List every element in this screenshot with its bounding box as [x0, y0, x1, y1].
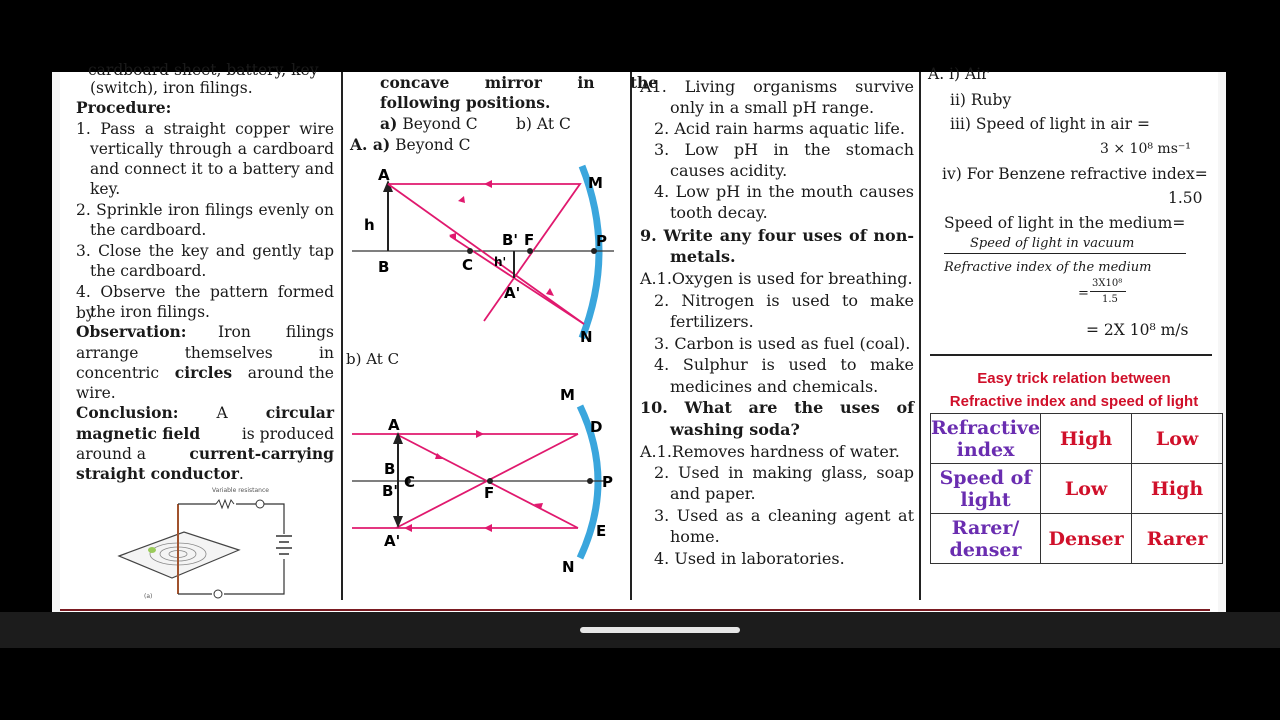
observation-line: concentric circles around the	[76, 363, 334, 382]
text-line: (switch), iron filings.	[90, 79, 253, 97]
conclusion-line: Conclusion: A circular	[76, 403, 334, 422]
formula-lhs: Speed of light in the medium=	[944, 214, 1186, 232]
center-point	[467, 248, 473, 254]
procedure-heading: Procedure:	[76, 98, 172, 117]
label-h-prime: h'	[494, 255, 507, 269]
label-M: M	[588, 174, 603, 192]
column-magnetic-field	[74, 61, 336, 600]
observation-text: Iron filings	[218, 323, 334, 341]
table-cell: High	[1041, 414, 1132, 464]
page-left-edge	[52, 72, 60, 612]
label-F: F	[524, 231, 535, 249]
pole-point	[587, 478, 593, 484]
answer-line: 4. Used in laboratories.	[654, 549, 845, 568]
option-b: b) At C	[516, 115, 571, 133]
question-9: 9. Write any four uses of non-	[640, 226, 914, 245]
label-A: A	[388, 416, 400, 434]
question-10: washing soda?	[670, 420, 800, 439]
formula-numerator: Speed of light in vacuum	[970, 236, 1135, 251]
answer-line: 3. Low pH in the stomach	[654, 140, 914, 159]
answer-line: medicines and chemicals.	[670, 377, 879, 396]
label-A-prime: A'	[504, 284, 521, 302]
answer-line: iii) Speed of light in air =	[950, 115, 1150, 133]
answer-line: tooth decay.	[670, 203, 768, 222]
label-B: B	[378, 258, 390, 276]
cut-line: cardboard sheet, battery, key	[88, 61, 319, 79]
conclusion-line: magnetic field is produced	[76, 424, 334, 443]
key	[214, 590, 222, 598]
conclusion-line: straight conductor.	[76, 464, 244, 483]
ammeter	[256, 500, 264, 508]
label-h: h	[364, 216, 375, 234]
table-row	[931, 464, 1223, 514]
procedure-step: vertically through a cardboard	[90, 140, 334, 158]
procedure-step: and connect it to a battery and	[90, 160, 334, 178]
trick-heading: Easy trick relation between	[977, 370, 1171, 387]
column-divider	[630, 72, 632, 600]
label-A-prime: A'	[384, 532, 401, 550]
label-F: F	[484, 484, 495, 502]
calc-bar	[1090, 291, 1126, 292]
formula-denominator: Refractive index of the medium	[944, 260, 1152, 275]
label-B-prime: B'	[502, 231, 519, 249]
label-P: P	[602, 473, 613, 491]
answer-line: fertilizers.	[670, 312, 754, 331]
answer-line: A.1.Oxygen is used for breathing.	[640, 269, 913, 288]
home-indicator[interactable]	[580, 627, 740, 633]
table-row	[931, 514, 1223, 564]
label-E: E	[596, 522, 607, 540]
answer-line: A1. Living organisms survive	[640, 77, 914, 96]
label-A: A	[378, 166, 390, 184]
ray-diagram-beyond-c	[344, 156, 629, 356]
compass	[148, 547, 156, 553]
fraction-bar	[944, 253, 1186, 254]
observation-text: arrange themselves in	[76, 344, 334, 362]
label-C: C	[404, 473, 416, 491]
procedure-step: 1. Pass a straight copper wire	[76, 120, 334, 138]
label-D: D	[590, 418, 603, 436]
table-cell: Low	[1041, 464, 1132, 514]
answer-line: 4. Sulphur is used to make	[654, 355, 914, 374]
answer-line: 2. Acid rain harms aquatic life.	[654, 119, 905, 138]
result: = 2X 10⁸ m/s	[1086, 321, 1189, 339]
figure-label: b) At C	[346, 350, 400, 368]
answer-line: 2. Used in making glass, soap	[654, 463, 914, 482]
answer-line: causes acidity.	[670, 161, 788, 180]
refractive-index-value: 1.50	[1168, 189, 1203, 207]
row-label: Rarer/ denser	[931, 514, 1041, 564]
conclusion-line: around a current-carrying	[76, 444, 334, 463]
procedure-step: the cardboard.	[90, 221, 207, 239]
option-a: a) Beyond C	[380, 114, 478, 133]
question-10: 10. What are the uses of	[640, 398, 914, 417]
column-divider	[919, 72, 921, 600]
column-refraction	[922, 65, 1226, 600]
label-M: M	[560, 386, 575, 404]
answer-line: home.	[670, 527, 720, 546]
procedure-step: the iron filings.	[90, 303, 210, 321]
table-cell: Denser	[1041, 514, 1132, 564]
label-P: P	[596, 232, 607, 250]
circuit-label: Variable resistance	[212, 487, 269, 494]
label-B: B	[384, 460, 396, 478]
answer-line: and paper.	[670, 484, 756, 503]
column-divider	[341, 72, 343, 600]
ray-diagram-at-c	[344, 384, 629, 580]
trick-heading: Refractive index and speed of light	[949, 393, 1199, 410]
table-cell: High	[1132, 464, 1223, 514]
question-line: concave mirror in the	[380, 73, 659, 92]
calc-denominator: 1.5	[1102, 294, 1118, 305]
speed-in-air: 3 × 10⁸ ms⁻¹	[1100, 141, 1191, 157]
observation-text: wire.	[76, 384, 116, 402]
document-page	[52, 61, 1226, 612]
circuit-diagram	[104, 484, 304, 600]
column-concave-mirror	[344, 72, 659, 600]
relation-table	[930, 413, 1223, 564]
procedure-step: 2. Sprinkle iron filings evenly on	[76, 201, 334, 219]
procedure-step: key.	[90, 180, 121, 198]
answer-label: A. a) Beyond C	[350, 135, 471, 154]
answer-line: 2. Nitrogen is used to make	[654, 291, 914, 310]
label-N: N	[562, 558, 575, 576]
cut-line: A. i) Air	[928, 65, 989, 83]
table-cell: Low	[1132, 414, 1223, 464]
table-row	[931, 414, 1223, 464]
answer-line: ii) Ruby	[950, 91, 1012, 109]
calc-equals: =	[1078, 286, 1089, 301]
label-C: C	[462, 256, 474, 274]
question-9: metals.	[670, 247, 736, 266]
answer-line: 3. Carbon is used as fuel (coal).	[654, 334, 911, 353]
observation-heading: Observation:	[76, 322, 187, 341]
answer-line: 4. Low pH in the mouth causes	[654, 182, 914, 201]
table-cell: Rarer	[1132, 514, 1223, 564]
section-rule	[930, 354, 1212, 356]
answer-line: only in a small pH range.	[670, 98, 875, 117]
ray	[388, 184, 584, 324]
procedure-step: 4. Observe the pattern formed by	[76, 283, 334, 322]
label-B-prime: B'	[382, 482, 399, 500]
figure-caption: (a)	[144, 593, 153, 600]
row-label: Speed of light	[931, 464, 1041, 514]
battery	[276, 536, 292, 554]
row-label: Refractive index	[931, 414, 1041, 464]
answer-line: iv) For Benzene refractive index=	[942, 165, 1208, 183]
procedure-step: the cardboard.	[90, 262, 207, 280]
resistor	[216, 500, 234, 508]
procedure-step: 3. Close the key and gently tap	[76, 242, 334, 260]
answer-line: 3. Used as a cleaning agent at	[654, 506, 914, 525]
calc-numerator: 3X10⁸	[1092, 278, 1123, 289]
bottom-rule	[60, 609, 1210, 611]
question-line: following positions.	[380, 93, 551, 112]
column-chemistry	[634, 72, 916, 600]
answer-line: A.1.Removes hardness of water.	[640, 442, 900, 461]
label-N: N	[580, 328, 593, 346]
